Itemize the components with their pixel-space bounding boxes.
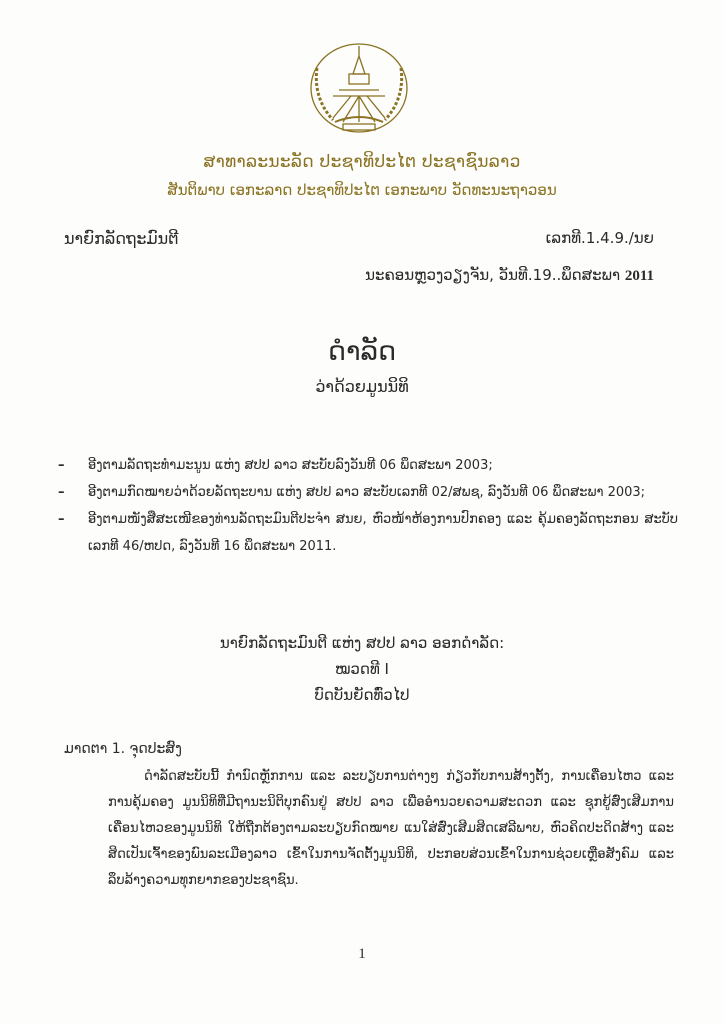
chapter-title: ບົດບັນຍັດທົ່ວໄປ (314, 686, 410, 704)
page-number: 1 (358, 946, 366, 962)
reference-item (58, 506, 678, 560)
document-title: ດຳລັດ (327, 336, 397, 367)
reference-text: ອີງຕາມກົດໝາຍວ່າດ້ວຍລັດຖະບານ ແຫ່ງ ສປປ ລາວ ສະບັບເລກທີ 02/ສພຊ, ລົງວັນທີ 06 ພຶດສະພາ 2003; (88, 485, 646, 500)
reference-text: ອີງຕາມໜັງສືສະເໜີຂອງທ່ານລັດຖະມົນຕີປະຈຳ ສນຍ, ຫົວໜ້າຫ້ອງການປົກຄອງ ແລະ ຄຸ້ມຄອງລັດຖະກອນ ສະບັບເລກທີ 46/ຫປດ, ລົງວັນທີ 16 ພຶດສະພາ 2011. (88, 512, 678, 554)
reference-text: ອີງຕາມລັດຖະທຳມະນູນ ແຫ່ງ ສປປ ລາວ ສະບັບລົງວັນທີ 06 ພຶດສະພາ 2003; (88, 458, 493, 473)
references-list (58, 452, 678, 560)
issuer-label: ນາຍົກລັດຖະມົນຕີ (64, 229, 179, 248)
bullet-dash: – (58, 512, 65, 527)
document-subtitle: ວ່າດ້ວຍມູນນິທິ (315, 377, 409, 396)
lao-emblem-icon (303, 38, 415, 136)
place-date-text: ນະຄອນຫຼວງວຽງຈັນ, ວັນທີ.19..ພຶດສະພາ (365, 266, 621, 284)
reference-item (58, 452, 678, 479)
date-year: 2011 (624, 268, 654, 284)
reference-item (58, 479, 678, 506)
national-motto: ສັນຕິພາບ ເອກະລາດ ປະຊາທິປະໄຕ ເອກະພາບ ວັດທະນະຖາວອນ (167, 181, 557, 199)
place-date (365, 266, 654, 285)
decree-statement: ນາຍົກລັດຖະມົນຕີ ແຫ່ງ ສປປ ລາວ ອອກດຳລັດ: (219, 634, 505, 652)
document-number: ເລກທີ.1.4.9./ນຍ (545, 229, 654, 247)
bullet-dash: – (58, 458, 65, 473)
chapter-number: ໝວດທີ I (335, 660, 389, 678)
country-name: ສາທາລະນະລັດ ປະຊາທິປະໄຕ ປະຊາຊົນລາວ (203, 152, 521, 172)
bullet-dash: – (58, 485, 65, 500)
article-heading: ມາດຕາ 1. ຈຸດປະສົງ (64, 741, 182, 757)
article-body: ດຳລັດສະບັບນີ້ ກຳນົດຫຼັກການ ແລະ ລະບຽບການຕ່າງໆ ກ່ຽວກັບການສ້າງຕັ້ງ, ການເຄື່ອນໄຫວ ແລະ ການຄຸ້ມຄອງ ມູນນິທິທີ່ມີຖານະນິຕິບຸກຄົນຢູ່ ສປປ ລາວ ເພື່ອອຳນວຍຄວາມສະດວກ ແລະ ຊຸກຍູ້ສົ່ງເສີມການເຄື່ອນໄຫວຂອງມູນນິທິ ໃຫ້ຖືກຕ້ອງຕາມລະບຽບກົດໝາຍ ແນໃສ່ສົ່ງເສີມສິດເສລີພາບ, ຫົວຄິດປະດິດສ້າງ ແລະ ສິດເປັນເຈົ້າຂອງພົນລະເມືອງລາວ ເຂົ້າໃນການຈັດຕັ້ງມູນນິທິ, ປະກອບສ່ວນເຂົ້າໃນການຊ່ວຍເຫຼືອສັງຄົມ ແລະ ລຶບລ້າງຄວາມທຸກຍາກຂອງປະຊາຊົນ. (108, 769, 674, 888)
